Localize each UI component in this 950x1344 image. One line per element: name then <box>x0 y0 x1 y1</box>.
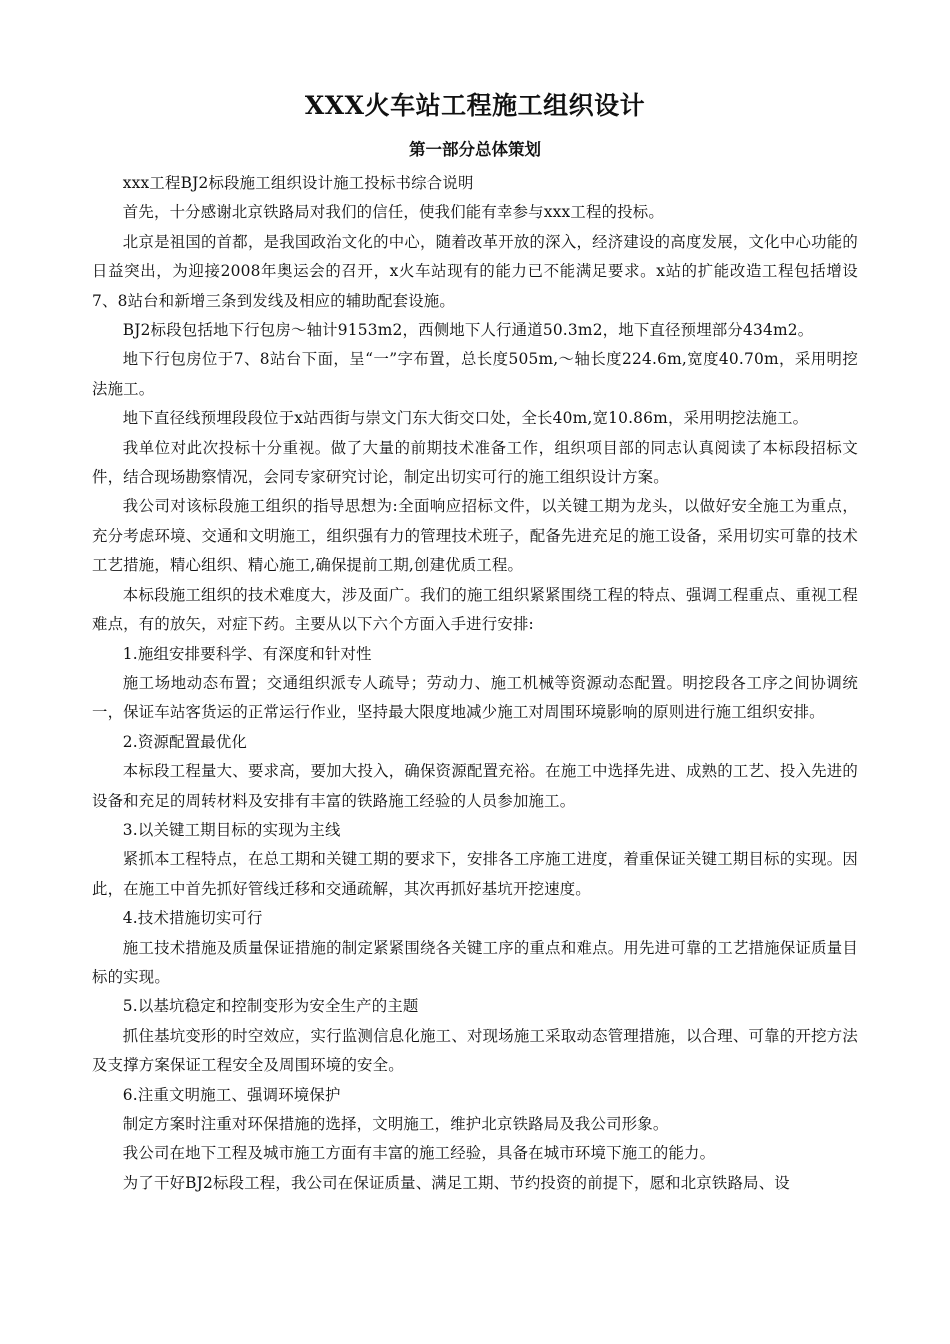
document-title: XXX火车站工程施工组织设计 <box>304 91 646 120</box>
paragraph: xxx工程BJ2标段施工组织设计施工投标书综合说明 <box>122 174 474 192</box>
list-heading: 3.以关键工期目标的实现为主线 <box>122 820 341 839</box>
list-heading: 4.技术措施切实可行 <box>122 909 263 928</box>
paragraph: 为了干好BJ2标段工程，我公司在保证质量、满足工期、节约投资的前提下，愿和北京铁路局、设 <box>122 1173 790 1192</box>
section-heading: 第一部分总体策划 <box>409 140 541 159</box>
paragraph: 地下直径线预埋段段位于x站西街与崇文门东大街交口处，全长40m,宽10.86m，采用明挖法施工。 <box>122 409 809 428</box>
paragraph: 我公司对该标段施工组织的指导思想为:全面响应招标文件，以关键工期为龙头，以做好安全施工为重点，充分考虑环境、交通和文明施工，组织强有力的管理技术班子，配备先进充足的施工设备，采用切实可靠的技术工艺措施，精心组织、精心施工,确保提前工期,创建优质工程。 <box>92 497 858 575</box>
paragraph: 我公司在地下工程及城市施工方面有丰富的施工经验，具备在城市环境下施工的能力。 <box>122 1144 716 1163</box>
paragraph: 施工场地动态布置；交通组织派专人疏导；劳动力、施工机械等资源动态配置。明挖段各工序之间协调统一，保证车站客货运的正常运行作业，坚持最大限度地减少施工对周围环境影响的原则进行施工组织安排。 <box>92 673 858 722</box>
paragraph: BJ2标段包括地下行包房～轴计9153m2，西侧地下人行通道50.3m2，地下直径预埋部分434m2。 <box>122 321 814 340</box>
paragraph: 我单位对此次投标十分重视。做了大量的前期技术准备工作，组织项目部的同志认真阅读了本标段招标文件，结合现场勘察情况，会同专家研究讨论，制定出切实可行的施工组织设计方案。 <box>92 438 858 487</box>
paragraph: 北京是祖国的首都，是我国政治文化的中心，随着改革开放的深入，经济建设的高度发展，文化中心功能的日益突出，为迎接2008年奥运会的召开，x火车站现有的能力已不能满足要求。x站的扩能改造工程包括增设7、8站台和新增三条到发线及相应的辅助配套设施。 <box>92 232 858 310</box>
document-body <box>92 169 858 1198</box>
paragraph: 首先，十分感谢北京铁路局对我们的信任，使我们能有幸参与xxx工程的投标。 <box>122 203 664 222</box>
paragraph: 本标段工程量大、要求高，要加大投入，确保资源配置充裕。在施工中选择先进、成熟的工艺、投入先进的设备和充足的周转材料及安排有丰富的铁路施工经验的人员参加施工。 <box>92 762 858 810</box>
paragraph: 本标段施工组织的技术难度大，涉及面广。我们的施工组织紧紧围绕工程的特点、强调工程重点、重视工程难点，有的放矢，对症下药。主要从以下六个方面入手进行安排: <box>92 585 858 634</box>
paragraph: 紧抓本工程特点，在总工期和关键工期的要求下，安排各工序施工进度，着重保证关键工期目标的实现。因此，在施工中首先抓好管线迁移和交通疏解，其次再抓好基坑开挖速度。 <box>92 850 858 898</box>
paragraph: 地下行包房位于7、8站台下面，呈“一”字布置，总长度505m,～轴长度224.6m,宽度40.70m，采用明挖法施工。 <box>92 350 858 398</box>
list-heading: 6.注重文明施工、强调环境保护 <box>122 1085 341 1104</box>
list-heading: 2.资源配置最优化 <box>122 732 248 751</box>
list-heading: 5.以基坑稳定和控制变形为安全生产的主题 <box>122 997 419 1016</box>
paragraph: 抓住基坑变形的时空效应，实行监测信息化施工、对现场施工采取动态管理措施，以合理、可靠的开挖方法及支撑方案保证工程安全及周围环境的安全。 <box>92 1026 858 1075</box>
list-heading: 1.施组安排要科学、有深度和针对性 <box>122 644 372 663</box>
paragraph: 制定方案时注重对环保措施的选择，文明施工，维护北京铁路局及我公司形象。 <box>122 1115 669 1133</box>
paragraph: 施工技术措施及质量保证措施的制定紧紧围绕各关键工序的重点和难点。用先进可靠的工艺措施保证质量目标的实现。 <box>92 938 858 986</box>
